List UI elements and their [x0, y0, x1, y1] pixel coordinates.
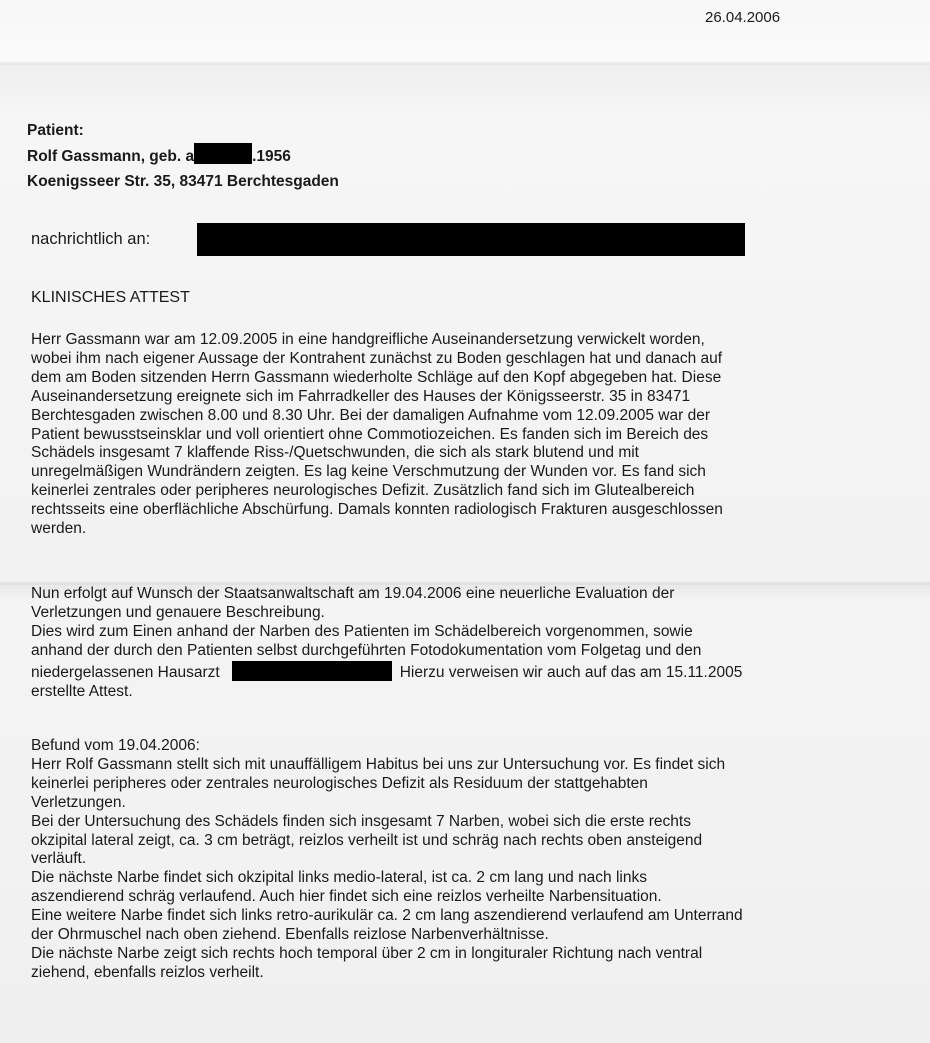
text-line: Patient bewusstseinsklar und voll orientiert ohne Commotiozeichen. Es fanden sich im Bereich des [31, 425, 709, 443]
text-line: der Ohrmuschel nach oben ziehend. Ebenfalls reizlose Narbenverhältnisse. [31, 926, 549, 944]
patient-name-prefix: Rolf Gassmann, geb. a [27, 148, 195, 165]
text-line: Verletzungen und genauere Beschreibung. [31, 603, 325, 621]
text-line: keinerlei zentrales oder peripheres neurologisches Defizit. Zusätzlich fand sich im Glutealbereich [31, 482, 695, 500]
paragraph-incident [31, 331, 926, 539]
text-line: erstellte Attest. [31, 682, 133, 700]
text-line: werden. [31, 520, 87, 538]
text-line: Bei der Untersuchung des Schädels finden sich insgesamt 7 Narben, wobei sich die erste rechts [31, 812, 691, 830]
hausarzt-line [31, 661, 926, 683]
patient-name-suffix: .1956 [252, 148, 291, 165]
text-line: Herr Rolf Gassmann stellt sich mit unauffälligem Habitus bei uns zur Untersuchung vor. Es findet sich [31, 755, 726, 773]
document-date: 26.04.2006 [705, 9, 781, 26]
hausarzt-suffix: Hierzu verweisen wir auch auf das am 15.11.2005 [399, 663, 743, 681]
text-line: Berchtesgaden zwischen 8.00 und 8.30 Uhr. Bei der damaligen Aufnahme vom 12.09.2005 war der [31, 406, 710, 424]
hausarzt-prefix: niedergelassenen Hausarzt [31, 663, 220, 681]
text-line: Schädels insgesamt 7 klaffende Riss-/Quetschwunden, die sich als stark blutend und mit [31, 444, 639, 462]
redaction-box [194, 143, 252, 164]
text-line: Befund vom 19.04.2006: [31, 737, 200, 754]
text-line: dem am Boden sitzenden Herrn Gassmann wiederholte Schläge auf den Kopf abgegeben hat. Diese [31, 368, 722, 386]
redaction-box [232, 661, 392, 681]
text-line: aszendierend schräg verlaufend. Auch hier findet sich eine reizlos verheilte Narbensituation. [31, 888, 662, 906]
text-line: Die nächste Narbe zeigt sich rechts hoch temporal über 2 cm in longituraler Richtung nach ventral [31, 944, 703, 962]
text-line: Die nächste Narbe findet sich okzipital links medio-lateral, ist ca. 2 cm lang und nach links [31, 869, 647, 887]
text-line: Herr Gassmann war am 12.09.2005 in eine handgreifliche Auseinandersetzung verwickelt worden, [31, 331, 705, 348]
text-line: Auseinandersetzung ereignete sich im Fahrradkeller des Hauses der Königsseerstr. 35 in 83471 [31, 387, 691, 405]
paragraph-findings [31, 737, 926, 983]
text-line: Verletzungen. [31, 793, 126, 811]
text-line: verläuft. [31, 850, 87, 868]
text-line: okzipital lateral zeigt, ca. 3 cm beträgt, reizlos verheilt ist und schräg nach rechts oben ansteigend [31, 831, 703, 849]
text-line: ziehend, ebenfalls reizlos verheilt. [31, 963, 264, 981]
patient-block [27, 118, 339, 194]
cc-label: nachrichtlich an: [31, 230, 151, 248]
patient-name-line [27, 143, 339, 169]
text-line: Nun erfolgt auf Wunsch der Staatsanwaltschaft am 19.04.2006 eine neuerliche Evaluation der [31, 585, 675, 602]
text-line: Eine weitere Narbe findet sich links retro-aurikulär ca. 2 cm lang aszendierend verlaufend am Unterrand [31, 907, 743, 925]
attest-heading: KLINISCHES ATTEST [31, 289, 190, 306]
redaction-box [197, 223, 745, 256]
patient-label: Patient: [27, 122, 84, 139]
patient-address: Koenigsseer Str. 35, 83471 Berchtesgaden [27, 173, 339, 190]
text-line: wobei ihm nach eigener Aussage der Kontrahent zunächst zu Boden geschlagen hat und danach auf [31, 349, 723, 367]
text-line: anhand der durch den Patienten selbst durchgeführten Fotodokumentation vom Folgetag und den [31, 641, 702, 659]
text-line: rechtsseits eine oberflächliche Abschürfung. Damals konnten radiologisch Frakturen ausgeschlossen [31, 501, 723, 519]
text-line: Dies wird zum Einen anhand der Narben des Patienten im Schädelbereich vorgenommen, sowie [31, 622, 693, 640]
text-line: unregelmäßigen Wundrändern zeigten. Es lag keine Verschmutzung der Wunden vor. Es fand sich [31, 463, 706, 481]
text-line: keinerlei peripheres oder zentrales neurologisches Defizit als Residuum der stattgehabten [31, 774, 648, 792]
paragraph-evaluation [31, 585, 926, 701]
paper-fold [0, 62, 930, 65]
